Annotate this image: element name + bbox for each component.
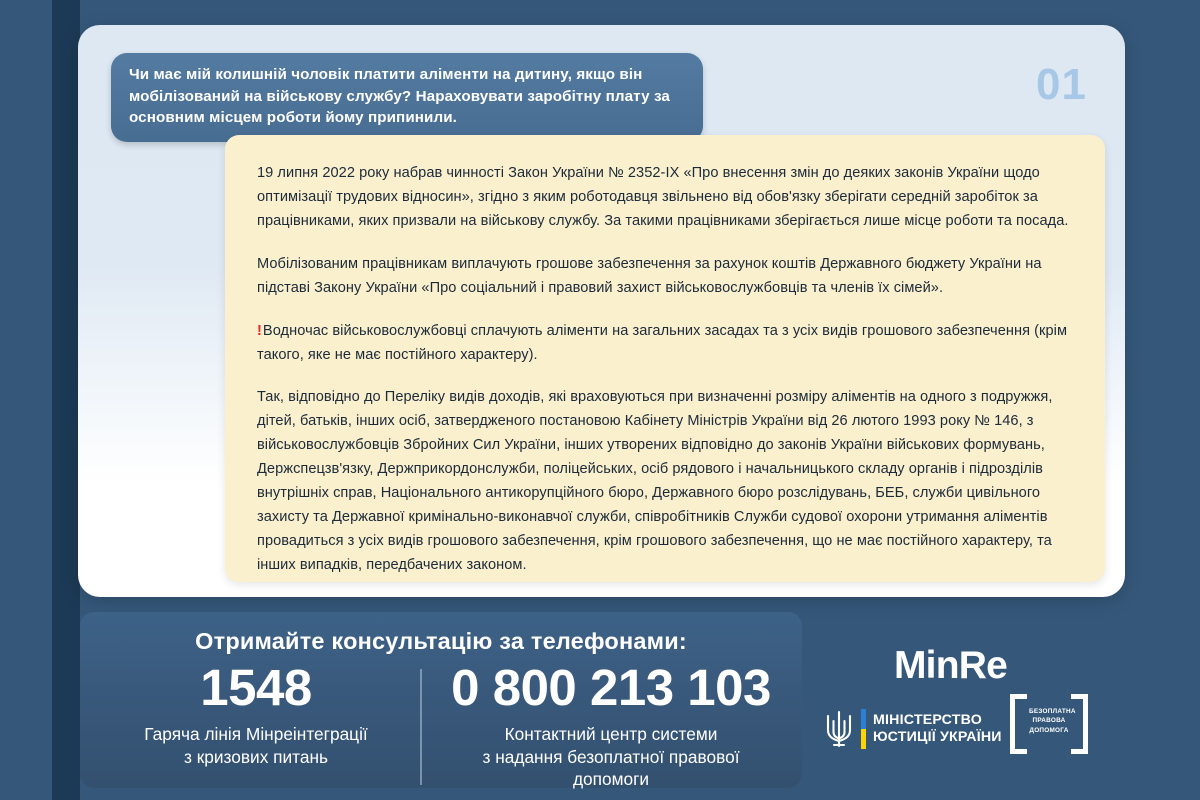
left-bracket-icon <box>1010 694 1027 754</box>
phones-row <box>80 661 802 790</box>
free-legal-aid-text <box>1029 707 1076 735</box>
answer-paragraph-1: 19 липня 2022 року набрав чинності Закон України № 2352-IX «Про внесення змін до деяких законів України щодо оптимізації трудових відносин», згідно з яким роботодавця звільнено від обов'язку зберігати середній заробіток за працівниками, яких призвали на військову службу. За такими працівниками зберігається лише місце роботи та посада. <box>257 165 1069 229</box>
question-bubble: Чи має мій колишній чоловік платити аліменти на дитину, якщо він мобілізований на військову службу? Нараховувати заробітну плату за основним місцем роботи йому припинили. <box>111 53 703 142</box>
legal-aid-line3: ДОПОМОГА <box>1029 726 1069 734</box>
left-accent-band <box>52 0 80 800</box>
phone-caption-contact-center: Контактний центр системи з надання безоплатної правової допомоги <box>482 724 740 789</box>
ministry-of-justice-logo <box>824 708 1002 750</box>
phone-entry-contact-center <box>426 661 796 790</box>
phone-caption-hotline: Гаряча лінія Мінреінтеграції з кризових питань <box>144 724 368 767</box>
phones-divider <box>420 669 422 785</box>
answer-paragraph-3-text: Водночас військовослужбовці сплачують аліменти на загальних засадах та з усіх видів грошового забезпечення (крім такого, яке не має постійного характеру). <box>257 322 1068 363</box>
answer-paragraph-3-warning <box>257 320 1075 368</box>
ministry-name-line2: ЮСТИЦІЇ УКРАЇНИ <box>873 729 1002 745</box>
phone-entry-hotline <box>86 661 426 768</box>
trident-icon <box>824 708 854 750</box>
minre-logo: MinRe <box>894 644 1008 687</box>
answer-paragraph-2: Мобілізованим працівникам виплачують грошове забезпечення за рахунок коштів Державного бюджету України на підставі Закону України «Про соціальний і правовий захист військовослужбовців та членів їх сімей». <box>257 255 1042 296</box>
content-card <box>78 25 1125 597</box>
logos-area <box>818 612 1156 788</box>
answer-panel <box>225 135 1105 582</box>
right-accent-band <box>1156 0 1200 800</box>
phone-number-0800213103[interactable]: 0 800 213 103 <box>451 659 771 716</box>
phones-panel <box>80 612 802 788</box>
ministry-name <box>873 712 1002 746</box>
legal-aid-line2: ПРАВОВА <box>1032 717 1066 725</box>
phones-title: Отримайте консультацію за телефонами: <box>195 628 687 654</box>
phone-number-1548[interactable]: 1548 <box>200 659 312 716</box>
answer-paragraph-4: Так, відповідно до Переліку видів доходів, які враховуються при визначенні розміру аліментів на одного з подружжя, дітей, батьків, інших осіб, затвердженого постановою Кабінету Міністрів України від 26 лютого 1993 року № 146, з військовослужбовців Збройних Сил України, інших утворених відповідно до законів України військових формувань, Держспецзв'язку, Держприкордонслужби, поліцейських, осіб рядового і начальницького складу органів і підрозділів внутрішніх справ, Національного антикорупційного бюро, Державного бюро розслідувань, БЕБ, служби цивільного захисту та Державної кримінально-виконавчої служби, співробітників Служби судової охорони утримання аліментів провадиться з усіх видів грошового забезпечення, крім грошового забезпечення, що не має постійного характеру, та інших випадків, передбачених законом. <box>257 389 1053 573</box>
ukraine-flag-bar-icon <box>861 709 866 749</box>
legal-aid-line1: БЕЗОПЛАТНА <box>1029 708 1076 715</box>
ministry-name-line1: МІНІСТЕРСТВО <box>873 711 982 728</box>
right-bracket-icon <box>1071 694 1088 754</box>
warning-exclamation-icon: ! <box>257 322 262 339</box>
free-legal-aid-logo <box>1010 694 1088 754</box>
step-number-badge: 01 <box>1036 60 1087 109</box>
